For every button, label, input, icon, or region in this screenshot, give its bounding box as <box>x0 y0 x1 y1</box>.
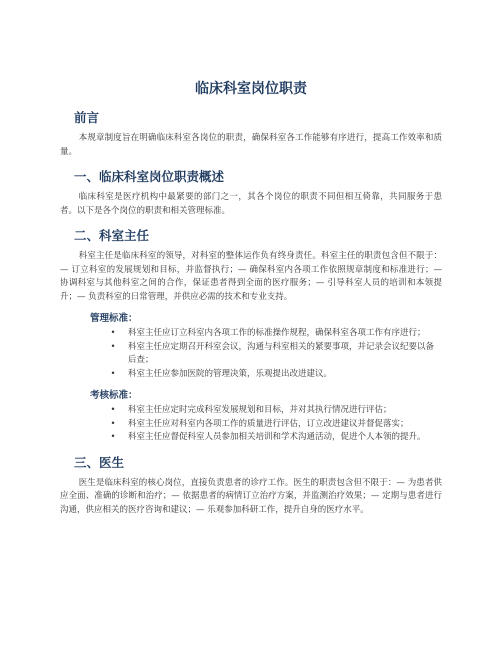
section-heading-director: 二、科室主任 <box>74 228 150 243</box>
overview-paragraph: 临床科室是医疗机构中最紧要的部门之一，其各个岗位的职责不同但相互倚靠，共同服务于患者。以下是各个岗位的职责和相关管理标准。 <box>60 192 442 216</box>
list-item: • 科室主任应定期召开科室会议，沟通与科室相关的紧要事项，并记录会议纪要以备后查； <box>60 341 442 368</box>
subheading-management-standards: 管理标准： <box>90 313 138 324</box>
evaluation-standards-list <box>60 404 442 445</box>
bullet-icon: • <box>110 341 116 352</box>
list-item: • 科室主任应参加医院的管理决策，乐观提出改进建议。 <box>60 368 442 382</box>
list-item: • 科室主任应对科室内各项工作的质量进行评估，订立改进建议并督促落实； <box>60 418 442 432</box>
director-paragraph: 科室主任是临床科室的领导，对科室的整体运作负有终身责任。科室主任的职责包含但不限于：— 订立科室的发展规划和目标，并监督执行；— 确保科室内各项工作依照规章制度和标准进行；— 协调科室与其他科室之间的合作，保证患者得到全面的医疗服务；— 引导科室人员的培训和本领提升；— 负责科室的日常管理，并供应必需的技术和专业支持。 <box>60 251 442 302</box>
bullet-icon: • <box>110 432 116 442</box>
doctor-paragraph: 医生是临床科室的核心岗位，直接负责患者的诊疗工作。医生的职责包含但不限于：— 为患者供应全面、准确的诊断和治疗；— 依据患者的病情订立治疗方案，并监测治疗效果；— 定期与患者进行沟通，供应相关的医疗咨询和建议；— 乐观参加科研工作，提升自身的医疗水平。 <box>60 477 442 515</box>
list-item: • 科室主任应定时完成科室发展规划和目标，并对其执行情况进行评估； <box>60 404 442 418</box>
list-item: • 科室主任应督促科室人员参加相关培训和学术沟通活动，促进个人本领的提升。 <box>60 431 442 445</box>
management-standards-list <box>60 327 442 381</box>
section-heading-doctor: 三、医生 <box>74 454 125 470</box>
preface-paragraph: 本规章制度旨在明确临床科室各岗位的职责，确保科室各工作能够有序进行，提高工作效率和质量。 <box>60 133 442 157</box>
bullet-icon: • <box>110 418 116 429</box>
bullet-icon: • <box>110 405 116 415</box>
subheading-evaluation-standards: 考核标准： <box>90 390 138 401</box>
bullet-icon: • <box>110 368 116 379</box>
section-heading-preface: 前言 <box>74 110 100 125</box>
bullet-icon: • <box>110 328 116 338</box>
section-heading-overview: 一、临床科室岗位职责概述 <box>74 169 225 184</box>
document-title: 临床科室岗位职责 <box>195 81 307 97</box>
list-item: • 科室主任应订立科室内各项工作的标准操作规程，确保科室各项工作有序进行； <box>60 327 442 341</box>
